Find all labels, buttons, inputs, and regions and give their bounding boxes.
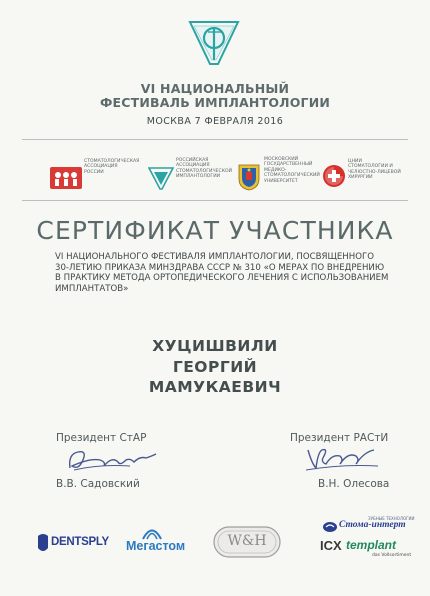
sponsor-stomaged: ЗУБНЫЕ ТЕХНОЛОГИИ Стома-интерт	[322, 516, 412, 534]
recipient-surname: ХУЦИШВИЛИ	[152, 337, 278, 355]
organizer-rasi: РОССИЙСКАЯ АССОЦИАЦИЯ СТОМАТОЛОГИЧЕСКОЙ ИМПЛАНТОЛОГИИ	[148, 157, 238, 193]
rasi-logo-icon	[148, 165, 174, 191]
certificate-description: VI НАЦИОНАЛЬНОГО ФЕСТИВАЛЯ ИМПЛАНТОЛОГИИ, ПОСВЯЩЕННОГО 30-ЛЕТИЮ ПРИКАЗА МИНЗДРАВА СССР № 310 «О МЕРАХ ПО ВНЕДРЕНИЮ В ПРАКТИКУ МЕТОДА ОРТОПЕДИЧЕСКОГО ЛЕЧЕНИЯ С ИСПОЛЬЗОВАНИЕМ ИМПЛАНТАТОВ»	[55, 252, 389, 294]
festival-logo-icon	[188, 20, 240, 66]
right-signature-icon	[302, 442, 382, 474]
organizer-cniis: ЦНИИ СТОМАТОЛОГИИ И ЧЕЛЮСТНО-ЛИЦЕВОЙ ХИРУРГИИ	[322, 157, 412, 193]
organizer-university: МОСКОВСКИЙ ГОСУДАРСТВЕННЫЙ МЕДИКО- СТОМАТОЛОГИЧЕСКИЙ УНИВЕРСИТЕТ	[236, 157, 326, 193]
festival-title	[0, 82, 430, 110]
certificate-title: СЕРТИФИКАТ УЧАСТНИКА	[36, 216, 394, 245]
festival-date: МОСКВА 7 ФЕВРАЛЯ 2016	[146, 116, 284, 127]
sponsor-icx: ICX templant das Vollsortiment	[320, 538, 412, 558]
festival-title-line2: ФЕСТИВАЛЬ ИМПЛАНТОЛОГИИ	[99, 95, 331, 110]
stomaged-logo-icon	[322, 521, 338, 533]
recipient-patronymic: МАМУКАЕВИЧ	[148, 378, 282, 396]
cniis-logo-icon	[322, 164, 346, 188]
recipient-first-name: ГЕОРГИЙ	[172, 357, 258, 376]
divider-middle	[22, 200, 408, 201]
right-signer-role: Президент РАСтИ	[290, 432, 389, 444]
sponsor-dentsply: DENTSPLY	[36, 532, 114, 554]
left-signer-name: В.В. Садовский	[56, 478, 140, 490]
university-crest-icon	[236, 163, 262, 191]
left-signature-icon	[60, 444, 160, 478]
organizer-star: СТОМАТОЛОГИЧЕСКАЯ АССОЦИАЦИЯ РОССИИ	[50, 157, 140, 193]
festival-title-line1: VI НАЦИОНАЛЬНЫЙ	[140, 81, 290, 96]
sponsor-wh: W&H	[213, 526, 281, 558]
left-signer-role: Президент СтАР	[56, 432, 147, 444]
star-logo-icon	[50, 167, 82, 189]
right-signer-name: В.Н. Олесова	[318, 478, 390, 490]
dentsply-tooth-icon	[36, 532, 50, 554]
recipient-name	[0, 336, 430, 398]
divider-top	[22, 139, 408, 140]
sponsor-megastom: Мегастом	[126, 528, 196, 554]
